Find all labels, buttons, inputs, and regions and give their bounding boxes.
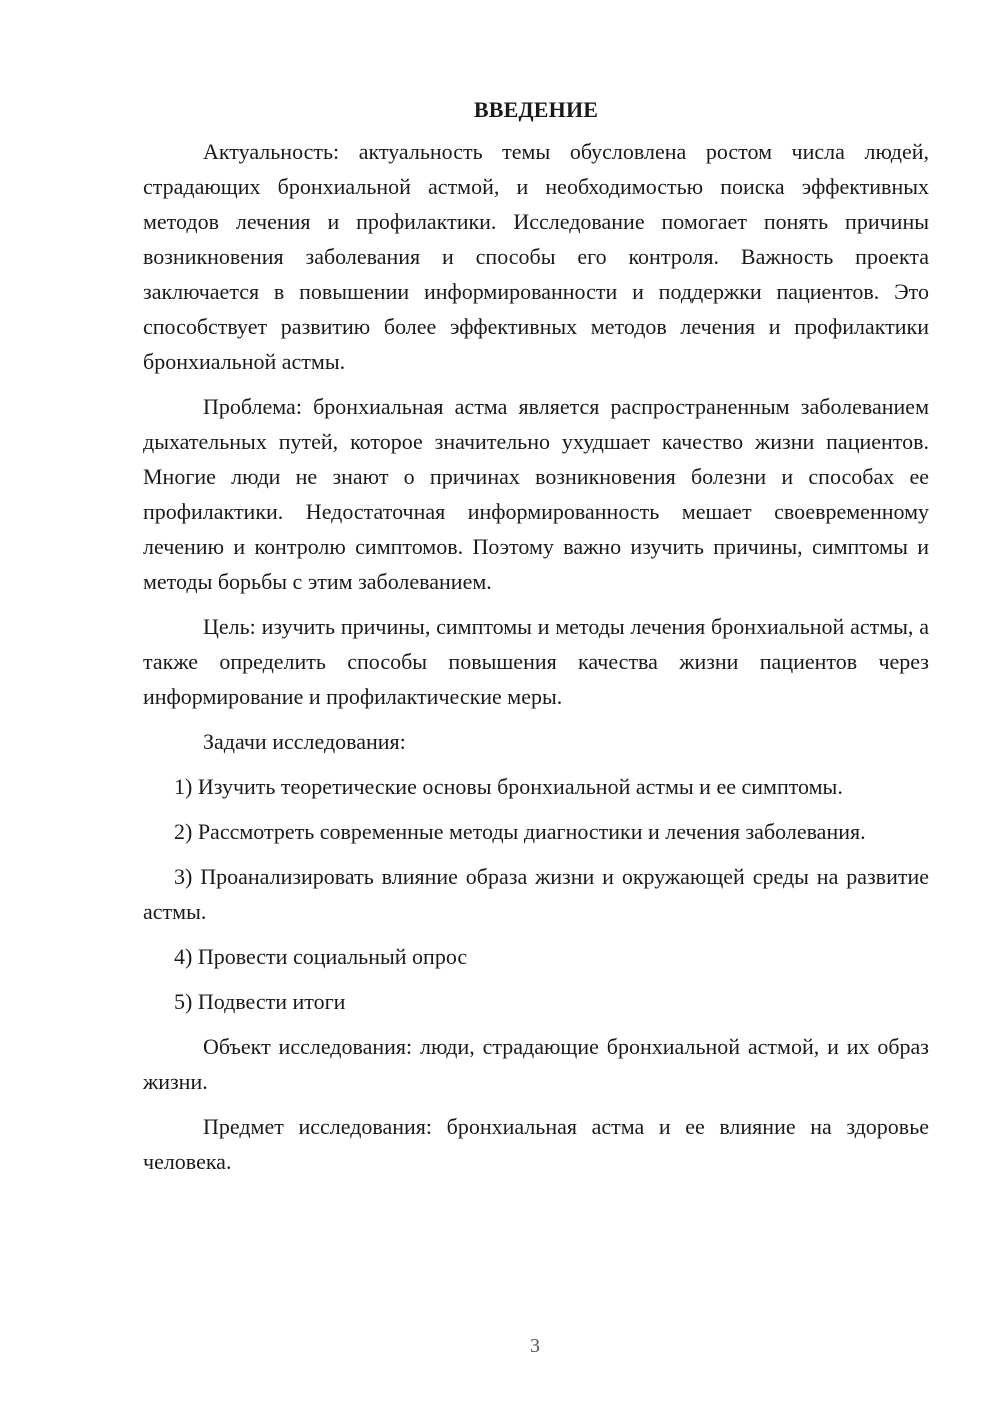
object-paragraph: Объект исследования: люди, страдающие бронхиальной астмой, и их образ жизни. <box>143 1034 929 1094</box>
section-heading: ВВЕДЕНИЕ <box>473 97 599 122</box>
task-item-5: 5) Подвести итоги <box>174 989 346 1014</box>
problem-paragraph: Проблема: бронхиальная астма является распространенным заболеванием дыхательных путей, которое значительно ухудшает качество жизни пациентов. Многие люди не знают о причинах возникновения болезни и способах ее профилактики. Недостаточная информированность мешает своевременному лечению и контролю симптомов. Поэтому важно изучить причины, симптомы и методы борьбы с этим заболеванием. <box>143 394 929 594</box>
tasks-title: Задачи исследования: <box>203 729 406 754</box>
page-content <box>143 94 929 1189</box>
relevance-paragraph: Актуальность: актуальность темы обусловлена ростом числа людей, страдающих бронхиальной астмой, и необходимостью поиска эффективных методов лечения и профилактики. Исследование помогает понять причины возникновения заболевания и способы его контроля. Важность проекта заключается в повышении информированности и поддержки пациентов. Это способствует развитию более эффективных методов лечения и профилактики бронхиальной астмы. <box>143 139 929 374</box>
goal-paragraph: Цель: изучить причины, симптомы и методы лечения бронхиальной астмы, а также определить способы повышения качества жизни пациентов через информирование и профилактические меры. <box>143 614 929 709</box>
task-item-1: 1) Изучить теоретические основы бронхиальной астмы и ее симптомы. <box>174 774 843 799</box>
page-number: 3 <box>530 1335 540 1357</box>
task-item-2: 2) Рассмотреть современные методы диагностики и лечения заболевания. <box>174 819 866 844</box>
task-item-3: 3) Проанализировать влияние образа жизни и окружающей среды на развитие астмы. <box>143 864 929 924</box>
subject-paragraph: Предмет исследования: бронхиальная астма и ее влияние на здоровье человека. <box>143 1114 929 1174</box>
task-item-4: 4) Провести социальный опрос <box>174 944 468 969</box>
